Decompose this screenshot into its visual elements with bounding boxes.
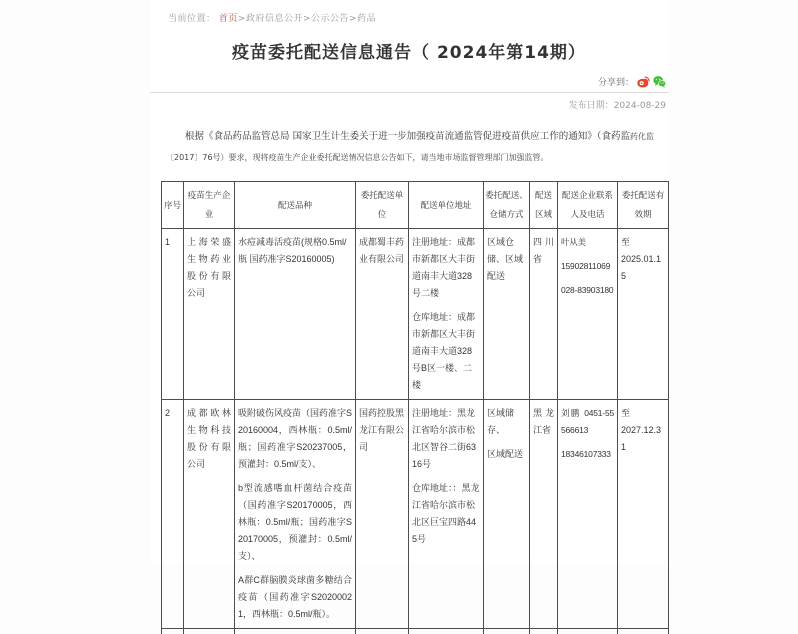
validity-prefix: 至	[621, 405, 665, 422]
header-mode: 委托配送、仓储方式	[484, 182, 530, 229]
breadcrumb	[150, 0, 668, 24]
intro-text-small: 药化监〔2017〕76号）要求，现将疫苗生产企业委托配送情况信息公告如下，请当地市场监督管理部门加强监管。	[166, 132, 654, 162]
table-row	[162, 629, 669, 634]
registered-address: 注册地址：成都市新都区大丰街道南丰大道328号二楼	[412, 234, 480, 302]
contact-name-phone: 刘鹏 0451-55566613	[561, 405, 614, 439]
product-item: 吸附破伤风疫苗（国药准字S20160004，西林瓶：0.5ml/瓶；国药准字S20237005，预灌封：0.5ml/支）、	[238, 405, 352, 473]
warehouse-address: 仓库地址：成都市新都区大丰街道南丰大道328号B区一楼、二楼	[412, 309, 480, 394]
product-item: b型流感嗜血杆菌结合疫苗（国药准字S20170005，西林瓶：0.5ml/瓶；国药准字S20170005，预灌封：0.5ml/支）、	[238, 480, 352, 565]
cell-seq: 2	[162, 400, 184, 629]
wechat-icon[interactable]	[653, 75, 666, 88]
product-item: A群C群脑膜炎球菌多糖结合疫苗（国药准字S20200021，西林瓶：0.5ml/瓶）。	[238, 572, 352, 623]
table-row	[162, 229, 669, 400]
cell-manufacturer: 成都欧林生物科技股份有限公司	[184, 400, 235, 629]
validity-date: 2027.12.31	[621, 422, 665, 456]
intro-paragraph	[166, 126, 654, 168]
divider	[150, 92, 668, 93]
cell-contact	[558, 400, 618, 629]
validity-date: 2025.01.15	[621, 251, 665, 285]
header-manufacturer: 疫苗生产企业	[184, 182, 235, 229]
breadcrumb-separator: >	[303, 14, 311, 24]
cell-contact	[558, 229, 618, 400]
cell-distributor: 成都蜀丰药业有限公司	[356, 229, 409, 400]
share-row	[150, 75, 668, 88]
intro-text-normal: 根据《食品药品监管总局 国家卫生计生委关于进一步加强疫苗流通监管促进疫苗供应工作的通知》（食药监	[185, 131, 630, 142]
header-address: 配送单位地址	[409, 182, 484, 229]
page-title: 疫苗委托配送信息通告（ 2024年第14期）	[158, 38, 660, 63]
cell-products	[235, 229, 356, 400]
breadcrumb-link-drugs[interactable]: 药品	[357, 14, 376, 24]
contact-phone: 15902811069	[561, 258, 614, 275]
cell-region: 黑龙江省	[530, 400, 558, 629]
header-distributor: 委托配送单位	[356, 182, 409, 229]
content-area	[150, 0, 668, 563]
cell-mode	[484, 400, 530, 629]
cell-region: 四川省	[530, 229, 558, 400]
breadcrumb-label: 当前位置：	[168, 14, 216, 24]
breadcrumb-link-home[interactable]: 首页	[219, 14, 238, 24]
breadcrumb-separator: >	[349, 14, 357, 24]
header-contact: 配送企业联系人及电话	[558, 182, 618, 229]
contact-phone: 18346107333	[561, 446, 614, 463]
table-header-row	[162, 182, 669, 229]
weibo-icon[interactable]	[637, 75, 650, 88]
cell-address	[409, 229, 484, 400]
contact-phone: 028-83903180	[561, 282, 614, 299]
distribution-table	[161, 181, 669, 634]
registered-address: 注册地址：黑龙江省哈尔滨市松北区智谷二街6316号	[412, 405, 480, 473]
validity-prefix: 至	[621, 234, 665, 251]
cell-mode	[484, 229, 530, 400]
cell-products	[235, 400, 356, 629]
header-products: 配送品种	[235, 182, 356, 229]
share-label: 分享到：	[598, 75, 634, 88]
mode-item: 区域配送	[487, 446, 526, 463]
breadcrumb-separator: >	[238, 14, 246, 24]
mode-item: 区域储存、	[487, 405, 526, 439]
publish-date-value: 2024-08-29	[614, 101, 666, 111]
mode-item: 区域仓储、区域配送	[487, 234, 526, 285]
table-row	[162, 400, 669, 629]
header-validity: 委托配送有效期	[618, 182, 669, 229]
publish-date	[150, 98, 668, 111]
header-region: 配送区域	[530, 182, 558, 229]
cell-validity	[618, 400, 669, 629]
header-seq: 序号	[162, 182, 184, 229]
breadcrumb-link-gov-info[interactable]: 政府信息公开	[246, 14, 303, 24]
publish-date-label: 发布日期：	[569, 101, 614, 111]
cell-manufacturer: 上海荣盛生物药业股份有限公司	[184, 229, 235, 400]
cell-address	[409, 400, 484, 629]
breadcrumb-link-notices[interactable]: 公示公告	[311, 14, 349, 24]
cell-distributor: 国药控股黑龙江有限公司	[356, 400, 409, 629]
cell-validity	[618, 229, 669, 400]
contact-name: 叶从美	[561, 234, 614, 251]
product-item: 水痘减毒活疫苗(规格0.5ml/瓶 国药准字S20160005)	[238, 234, 352, 268]
warehouse-address: 仓库地址：：黑龙江省哈尔滨市松北区巨宝四路445号	[412, 480, 480, 548]
cell-seq: 1	[162, 229, 184, 400]
